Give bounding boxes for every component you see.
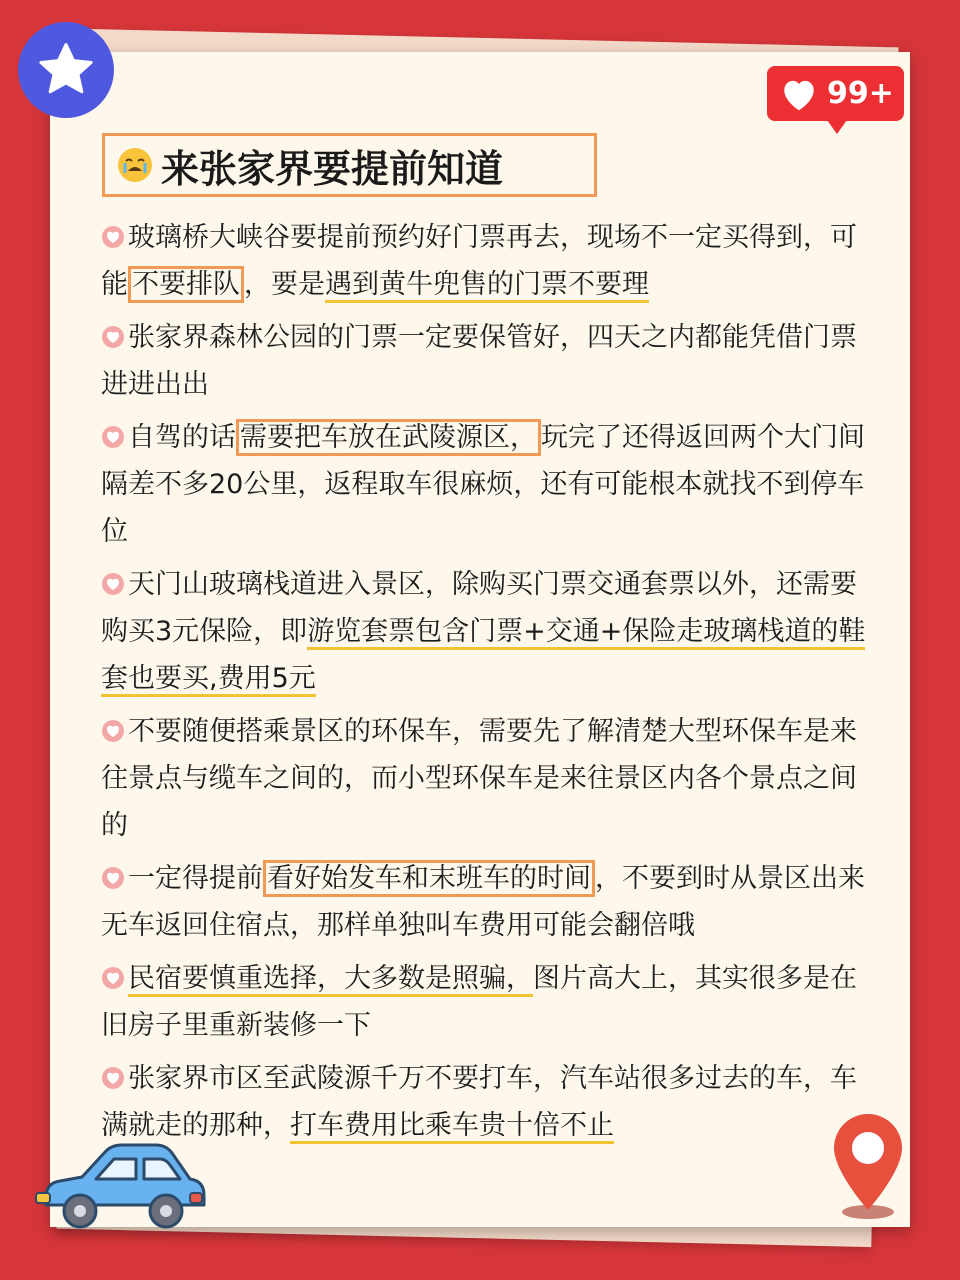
tip-text: 张家界森林公园的门票一定要保管好，四天之内都能凭借门票进进出出 xyxy=(101,322,857,400)
title-box xyxy=(102,133,597,197)
heart-bullet-icon xyxy=(101,572,125,596)
location-pin-icon xyxy=(826,1110,910,1222)
tips-list xyxy=(101,214,881,1155)
heart-bullet-icon xyxy=(101,866,125,890)
tip-text: ，不要到时从景区出来无车返回住宿点，那样单独叫车费用可能会翻倍哦 xyxy=(101,863,865,941)
tip-item xyxy=(101,214,881,308)
heart-bullet-icon xyxy=(101,966,125,990)
tip-underlined-text: 游览套票包含门票+交通+保险走玻璃栈道的鞋套也要买,费用5元 xyxy=(101,616,865,697)
tip-underlined-text: 遇到黄牛兜售的门票不要理 xyxy=(325,269,649,303)
heart-icon xyxy=(779,76,819,112)
tip-boxed-text: 需要把车放在武陵源区， xyxy=(236,419,541,456)
tip-item xyxy=(101,561,881,702)
tip-text: 不要随便搭乘景区的环保车，需要先了解清楚大型环保车是来往景点与缆车之间的，而小型环保车是来往景区内各个景点之间的 xyxy=(101,716,857,841)
tip-text: 天门山玻璃栈道进入景区，除购买门票交通套票以外，还需要购买3元保险，即 xyxy=(101,569,857,647)
tip-item xyxy=(101,414,881,555)
tip-text: 玻璃桥大峡谷要提前预约好门票再去，现场不一定买得到，可能 xyxy=(101,222,857,300)
tip-underlined-text: 打车费用比乘车贵十倍不止 xyxy=(290,1110,614,1144)
heart-bullet-icon xyxy=(101,1066,125,1090)
tip-text: 图片高大上，其实很多是在旧房子里重新装修一下 xyxy=(101,963,857,1041)
tip-item xyxy=(101,855,881,949)
tip-text: 自驾的话 xyxy=(128,422,236,453)
like-badge[interactable] xyxy=(767,66,904,121)
tip-item xyxy=(101,708,881,849)
heart-bullet-icon xyxy=(101,719,125,743)
heart-bullet-icon xyxy=(101,225,125,249)
page-title: 来张家界要提前知道 xyxy=(161,146,504,191)
tip-text: 一定得提前 xyxy=(128,863,263,894)
car-icon xyxy=(30,1135,206,1231)
tip-text: ，要是 xyxy=(244,269,325,300)
heart-bullet-icon xyxy=(101,425,125,449)
heart-bullet-icon xyxy=(101,325,125,349)
favorite-badge[interactable] xyxy=(18,22,114,118)
tip-boxed-text: 不要排队 xyxy=(128,266,244,303)
crying-face-icon xyxy=(117,147,153,183)
tip-text: 张家界市区至武陵源千万不要打车，汽车站很多过去的车，车满就走的那种， xyxy=(101,1063,857,1141)
tip-underlined-text: 民宿要慎重选择，大多数是照骗， xyxy=(128,963,533,997)
tip-boxed-text: 看好始发车和末班车的时间 xyxy=(263,860,595,897)
like-count: 99+ xyxy=(827,76,894,111)
tip-text: 玩完了还得返回两个大门间隔差不多20公里，返程取车很麻烦，还有可能根本就找不到停车位 xyxy=(101,422,865,547)
tip-item xyxy=(101,955,881,1049)
tip-item xyxy=(101,314,881,408)
tip-item xyxy=(101,1055,881,1149)
star-icon xyxy=(35,39,97,101)
